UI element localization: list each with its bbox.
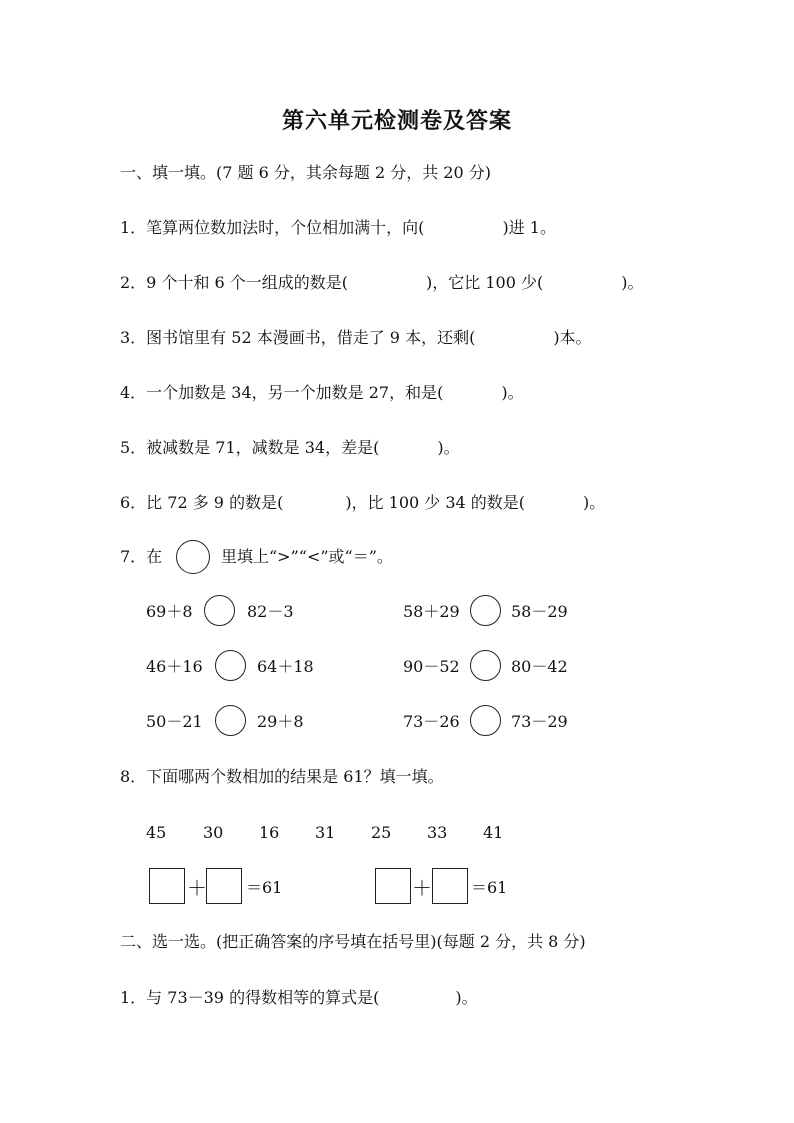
candidate-number: 41 xyxy=(483,823,504,842)
compare-left-expression: 69＋8 xyxy=(146,602,193,621)
answer-box[interactable] xyxy=(149,868,185,904)
question-text: )，它比 100 少( xyxy=(426,273,544,292)
question-text: 6．比 72 多 9 的数是( xyxy=(120,493,284,512)
candidate-number: 45 xyxy=(146,823,167,842)
question-1-7-prefix: 7．在 xyxy=(120,547,163,566)
candidate-number: 25 xyxy=(371,823,392,842)
question-text: 4．一个加数是 34，另一个加数是 27，和是( xyxy=(120,383,444,402)
example-circle xyxy=(176,540,210,574)
question-1-5 xyxy=(120,437,460,459)
question-text: )，比 100 少 34 的数是( xyxy=(345,493,526,512)
equation-result: ＝61 xyxy=(471,878,508,897)
candidate-number: 16 xyxy=(259,823,280,842)
compare-left-expression: 90－52 xyxy=(403,657,460,676)
plus-sign: ＋ xyxy=(187,876,207,900)
question-text: )。 xyxy=(437,438,460,457)
answer-box[interactable] xyxy=(206,868,242,904)
question-text: 1．与 73－39 的得数相等的算式是( xyxy=(120,988,380,1007)
compare-circle[interactable] xyxy=(204,595,235,626)
answer-box[interactable] xyxy=(432,868,468,904)
compare-right-expression: 73－29 xyxy=(511,712,568,731)
section-2-heading: 二、选一选。(把正确答案的序号填在括号里)(每题 2 分，共 8 分) xyxy=(120,932,586,951)
candidate-number: 33 xyxy=(427,823,448,842)
compare-left-expression: 50－21 xyxy=(146,712,203,731)
page-title: 第六单元检测卷及答案 xyxy=(281,109,512,134)
question-1-1 xyxy=(120,217,556,239)
candidate-number: 31 xyxy=(315,823,336,842)
question-text: 5．被减数是 71，减数是 34，差是( xyxy=(120,438,380,457)
equation-result: ＝61 xyxy=(246,878,283,897)
question-1-8: 8．下面哪两个数相加的结果是 61？填一填。 xyxy=(120,767,444,786)
question-1-4 xyxy=(120,382,524,404)
question-1-2 xyxy=(120,272,644,294)
compare-circle[interactable] xyxy=(470,595,501,626)
question-text: 1．笔算两位数加法时，个位相加满十，向( xyxy=(120,218,425,237)
compare-right-expression: 29＋8 xyxy=(257,712,304,731)
question-text: )本。 xyxy=(553,328,592,347)
compare-left-expression: 46＋16 xyxy=(146,657,203,676)
question-text: 3．图书馆里有 52 本漫画书，借走了 9 本，还剩( xyxy=(120,328,476,347)
question-1-7-text: 里填上“>”“<”或“＝”。 xyxy=(221,547,393,566)
question-text: )。 xyxy=(455,988,478,1007)
section-1-heading: 一、填一填。(7 题 6 分，其余每题 2 分，共 20 分) xyxy=(120,163,491,182)
question-text: )。 xyxy=(583,493,606,512)
question-2-1 xyxy=(120,987,478,1009)
question-1-6 xyxy=(120,492,605,514)
answer-box[interactable] xyxy=(375,868,411,904)
compare-circle[interactable] xyxy=(215,650,246,681)
compare-circle[interactable] xyxy=(470,650,501,681)
compare-left-expression: 58＋29 xyxy=(403,602,460,621)
compare-right-expression: 80－42 xyxy=(511,657,568,676)
compare-right-expression: 64＋18 xyxy=(257,657,314,676)
compare-left-expression: 73－26 xyxy=(403,712,460,731)
plus-sign: ＋ xyxy=(412,876,432,900)
compare-circle[interactable] xyxy=(215,705,246,736)
question-text: 2．9 个十和 6 个一组成的数是( xyxy=(120,273,349,292)
question-text: )进 1。 xyxy=(502,218,556,237)
compare-right-expression: 58－29 xyxy=(511,602,568,621)
candidate-number: 30 xyxy=(203,823,224,842)
compare-right-expression: 82－3 xyxy=(247,602,294,621)
compare-circle[interactable] xyxy=(470,705,501,736)
question-1-3 xyxy=(120,327,592,349)
question-text: )。 xyxy=(501,383,524,402)
question-text: )。 xyxy=(621,273,644,292)
